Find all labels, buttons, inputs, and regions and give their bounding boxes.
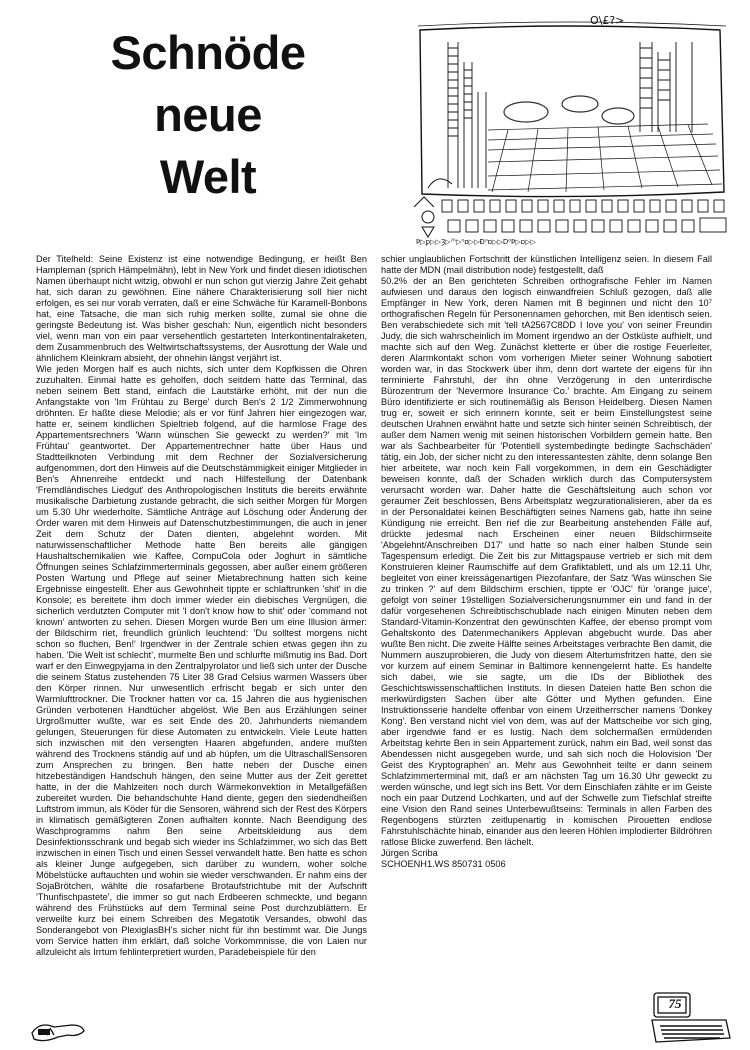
sketch-city-grid-drawing (408, 12, 738, 247)
left-paragraph-1: Der Titelheld: Seine Existenz ist eine notwendige Bedingung, er heißt Ben Hampleman (sprich Hämpelmähn), lebt in New York und findet diesen idiotischen Namen überhaupt nicht witzig, obwohl er nun schon gut vierzig Jahre Zeit gehabt hat, sich daran zu gewöhnen. Eine nähere Charakterisierung soll hier nicht erfolgen, es sei nur vorab verraten, daß er eine Schwäche für Karamell-Bonbons hat, eine Tatsache, die man sich ruhig merken sollte, zumal sie ohne die geringste Bedeutung ist. Was bisher geschah: Nun, eigentlich nicht besonders viel, wenn man von ein paar versehentlich gestarteten Interkontinentalraketen, dem Zusammenbruch des Weltwirtschaftssystems, der Ausrottung der Wale und ähnlichem Kleinkram absieht, der ohnehin längst verjährt ist. (36, 254, 367, 363)
bottom-doodle: Þ▷ꝑ▷▷Ȝ▷ˀʰ▷⁰ɒ▷▷Ð⁰ɒ▷▷D⁰Þ▷ɒ▷▷ (416, 238, 536, 246)
title-line-3: Welt (159, 150, 257, 203)
left-paragraph-2: Wie jeden Morgen half es auch nichts, sich unter dem Kopfkissen die Ohren zuzuhalten. Einmal hatte es geholfen, doch seitdem hatte das Terminal, das neben seinem Bett stand, einfach die Lautstärke erhöht, mit der nun die Anfangstakte von 'Im Frühtau zu Berge' durch Ben's 2 1/2 Zimmerwohnung dröhnten. Er haßte diese Melodie; als er vor fünf Jahren hier eingezogen war, hatte er, seinem kindlichen Spieltrieb folgend, auf die harmlose Frage des Appartementsrechners 'Wann wünschen Sie geweckt zu werden?' mit 'Im Frühtau' geantwortet. Der Appartementrechner hatte über Haus und Stadtteilknoten Verbindung mit dem Rechner der Sozialversicherung aufgenommen, dort den Hinweis auf die Deutschstämmigkeit einiger Mitglieder in Ben's Ahnenreihe entdeckt und nach Hilfestellung der Datenbank 'Fremdländisches Liedgut' des Anthropologischen Instituts die bereits erwähnte musikalische Darbietung zustande gebracht, die sich seither Morgen für Morgen um 5.30 Uhr wiederholte. Sämtliche Anträge auf Löschung oder Änderung der Order waren mit dem Hinweis auf Datenschutzbestimmungen, die auch in jener Zeit dem Schutz der Daten dienten, abgelehnt worden. Mit naturwissenschaftlicher Methode hatte Ben bereits alle gängigen Haushaltschemikalien wie Kaffee, CompuCola oder Joghurt in sämtliche Öffnungen seines Schlafzimmerterminals gegossen, aber außer einem größeren Posten Wartung und Pflege auf seiner Mietabrechnung hatten sich keine Ergebnisse eingestellt. Eher aus Gewohnheit tippte er schlaftrunken 'shit' in die Konsole; es bereitete ihm doch immer wieder ein diebisches Vergnügen, die sicherlich verdutzten Computer mit 'I don't know how to shit' oder 'command not known' antworten zu sehen. Diesen Morgen wurde Ben um eine Illusion ärmer: der Bildschirm riet, freundlich grünlich leuchtend: 'Du solltest morgens nicht schon so fluchen, Ben!' Irgendwer in der Zentrale schien etwas gegen ihn zu haben. 'Die Welt ist schlecht', murmelte Ben und schlurfte mißmutig ins Bad. Dort warf er den Einwegpyjama in den Zentralpyrolator und ließ sich unter der Dusche die seinem Status zustehenden 75 Liter 38 Grad Celsius warmen Wassers über den Körper rinnen. Nur unwesentlich erfrischt begab er sich unter den Warmlufttrockner. Die Trockner hatten vor ca. 15 Jahren die aus hygienischen Gründen verbotenen Handtücher abgelöst. Wie Ben aus Erzählungen seiner Urgroßmutter wußte, war es seit Ende des 20. Jahrhunderts niemandem gelungen, Steuerungen für diese Automaten zu entwickeln. Viele Leute hatten sich inzwischen mit den versengten Haaren abgefunden, andere mußten während des Trocknens ständig auf und ab hüpfen, um die UltraschallSensoren zum Ansprechen zu bringen. Ben hatte neben der Dusche einen hitzebeständigen Handschuh hängen, den seine Mutter aus der Zeit gerettet hatte, in der die Mahlzeiten noch durch Wärmekonvektion in Metallgefäßen zubereitet wurden. Die behandschuhte Hand diente, gegen den siedendheißen Luftstrom immun, als Köder für die Sensoren, während sich der Rest des Körpers in klimatisch gemäßigteren Zonen aufhalten konnte. Nach Beendigung des Waschprogramms nahm Ben seine Arbeitskleidung aus dem Desinfektionsschrank und begab sich wieder ins Schlafzimmer, wo sich das Bett inzwischen in einen Tisch und einen Sessel verwandelt hatte. Ben hatte es schon als kleiner Junge aufgegeben, sich darüber zu wundern, woher solche Möbelstücke auftauchten und wohin sie wieder verschwanden. Er nahm eins der SojaBrötchen, wählte die rosafarbene Brotaufstrichtube mit der Aufschrift 'Thunfischpastete', die immer so gut nach Erdbeeren schmeckte, und begann während des Frühstücks auf dem Terminal seine Post durchzublättern. Er verweilte kurz bei einem Schreiben des Megatotik Versandes, obwohl das Sonderangebot von PlexiglasBH's sicher nicht für ihn bestimmt war. Die Jungs vom Service hatten ihm erklärt, daß solche Vorkommnisse, die von Laien nur allzuleicht als Irrtum fehlinterpretiert wurden, Paradebeispiele für den (36, 364, 367, 957)
title-line-1: Schnöde (110, 26, 306, 79)
author-name: Jürgen Scriba (381, 848, 438, 858)
title-line-2: neue (154, 88, 262, 141)
page-number: 75 (668, 996, 682, 1011)
file-reference: SCHOENH1.WS 850731 0506 (381, 859, 506, 869)
right-column (381, 254, 712, 870)
top-doodle: O\£?> (590, 14, 625, 27)
article-title (88, 22, 328, 208)
right-paragraph-1: schier unglaublichen Fortschritt der künstlichen Intelligenz seien. In diesem Fall hatte der MDN (mail distribution node) festgestellt, daß (381, 254, 712, 275)
hand-sketch-icon (28, 1015, 90, 1045)
left-column (36, 254, 367, 958)
right-paragraph-2: 50.2% der an Ben gerichteten Schreiben orthografische Fehler im Namen aufwiesen und daraus den logisch einwandfreien Schluß gezogen, daß alle Empfänger in New York, deren Namen mit B beginnen und nicht den 10⁷ orthografischen Regeln für Personennamen gehorchen, mit Ben identisch seien. Ben verabschiedete sich mit 'tell tA2567C8DD I love you' von seiner Freundin Judy, die sich wahrscheinlich im Moment irgendwo an der Ostküste aufhielt, und machte sich auf den Weg. Zunächst kletterte er über die rostige Feuerleiter, deren Alarmkontakt schon vom vorherigen Mieter seiner Wohnung sabotiert worden war, in das Stockwerk über ihm, denn dort wartete der eigens für ihn terminierte Fahrstuhl, der ihn ohne Verzögerung in den unterirdische Bürozentrum der 'Nevermore Insurance Co.' brachte. Am Eingang zu seinem Büro identifizierte er sich routinemäßig als Benson Heidelberg. Diesen Namen trug er, soweit er sich erinnern konnte, seit er beim Einstellungstest seine deutschen Urahnen erwähnt hatte und setzte sich hinter seinen Schreibtisch, der außer dem Namen wenig mit seinen historischen Vorbildern gemein hatte. Ben war als Sachbearbeiter für 'Potentiell systembedingte bedingte Sachschäden' tätig, ein Job, der sicher nicht zu den interessantesten zählte, denn solange Ben hier arbeitete, war noch kein Fall vorgekommen, in dem ein Geschädigter beweisen konnte, daß der Schaden wirklich durch das Computersystem verursacht worden war. Daher hatte die Geschäftsleitung auch schon vor geraumer Zeit beschlossen, Bens Arbeitsplatz wegzurationalisieren, aber da es in der Personaldatei keinen Beschäftigten seines Namens gab, hatte ihn seine Kündigung nie erreicht. Ben rief die zur Bearbeitung anstehenden Fälle auf, drückte jedesmal nach Erscheinen einer neuen Bildschirmseite 'Abgelehnt/Anschreiben D17' und hatte so nach einer halben Stunde sein Tagespensum erledigt. Die Zeit bis zur Mittagspause vertrieb er sich mit dem Konstruieren kleiner Raumschiffe auf dem Grafiktablett, und als um 12.11 Uhr, begleitet von einer kreissägenartigen Piezofanfare, der Satz 'Was wünschen Sie zu trinken ?' auf dem Bildschirm erschien, tippte er 'OJC' für 'orange juice', gefolgt von seiner 19stelligen Sozialversicherungsnummer ein und fand in der dafür vorgesehenen Schreibtischschublade nach einigen Minuten neben dem Standard-Vitamin-Konzentrat den gewünschten Kaffee, der ebenso prompt vom Gehaltskonto des Datenmechanikers Applevan abgebucht wurde. Das aber wußte Ben nicht. Die zweite Hälfte seines Arbeitstages verbrachte Ben damit, die Nummern auszuprobieren, die Judy von diesem Altertumsfritzen hatte, den sie vor kurzem auf einem Seminar in Baltimore kennengelernt hatte. Es handelte sich dabei, wie sie sagte, um die IDs der Bibliothek des Geschichtswissenschaftlichen Instituts. In diesen Dateien hatte Ben schon die merkwürdigsten Sachen über alte Götter und Mythen gefunden. Eine Instruktionsserie handelte offenbar von einem Urzeitherrscher namens 'Donkey Kong'. Ben verstand nicht viel von dem, was auf der Mattscheibe vor sich ging, aber irgendwie fand er es lustig. Nach dem solchermaßen ermüdenden Arbeitstag kehrte Ben in sein Appartement zurück, nahm ein Bad, weil sonst das Abendessen nicht ausgegeben wurde, und sah sich noch die Holovision 'Der Geist des Kryptographen' an. Mehr aus Gewohnheit teilte er dann seinem Schlafzimmerterminal mit, daß er am nächsten Tag um 16.30 Uhr geweckt zu werden wünsche, und legt sich ins Bett. Vor dem Einschlafen zählte er im Geiste noch ein paar Dutzend Lochkarten, und auf der Schwelle zum Tiefschlaf streifte eine Vision den Rand seines Unterbewußtseins: Terminals in allen Farben des Regenbogens stürzten zeitlupenartig in komischen Pirouetten endlose Fahrstuhlschächte hinab, einander aus den leeren Höhlen implodierter Bildröhren ratlose Blicke zuwerfend. Ben lächelt. (381, 276, 712, 847)
